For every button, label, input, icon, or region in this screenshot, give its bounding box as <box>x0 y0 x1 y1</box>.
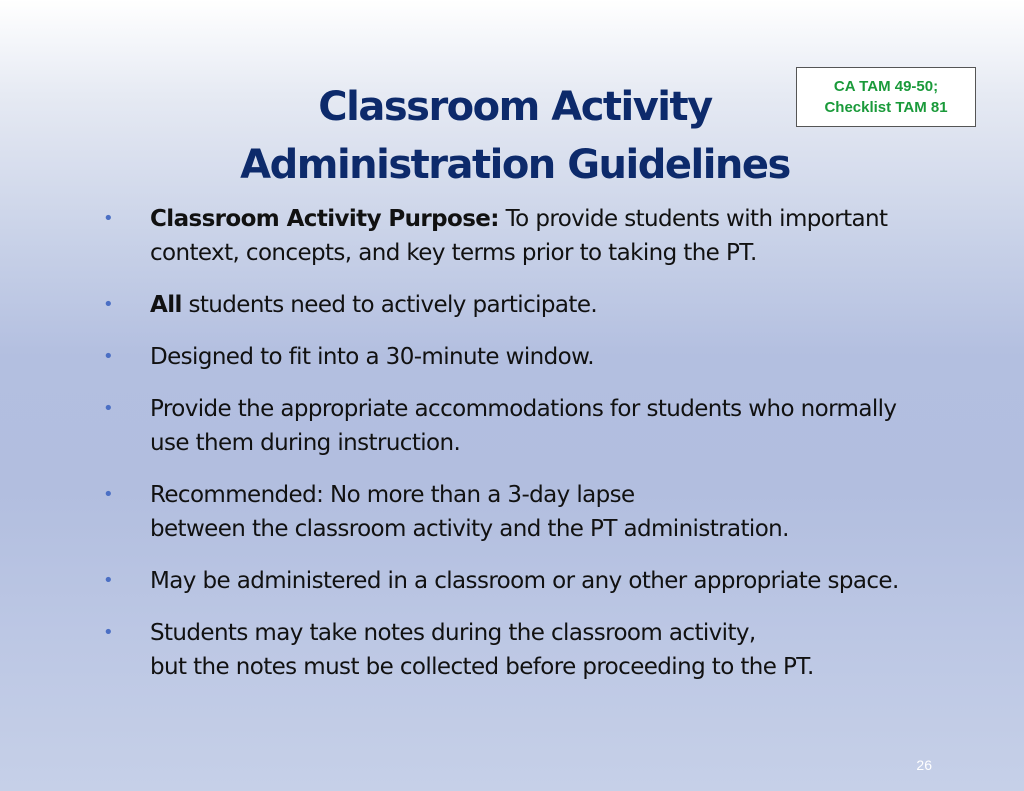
bullet-marker: • <box>103 346 114 367</box>
bullet-text: Designed to fit into a 30-minute window. <box>150 344 594 370</box>
reference-line-1: CA TAM 49-50; <box>833 78 939 95</box>
slide-title-line-2: Administration Guidelines <box>240 142 790 188</box>
bullet-marker: • <box>103 398 114 419</box>
bullet-text-line-1: Recommended: No more than a 3-day lapse <box>150 482 635 508</box>
bullet-bold-text: All <box>150 292 182 318</box>
bullet-item-time-window <box>100 340 940 374</box>
bullet-text-line-2: between the classroom activity and the PT administration. <box>150 516 789 542</box>
bullet-bold-text: Classroom Activity Purpose: <box>150 206 499 232</box>
bullet-marker: • <box>103 622 114 643</box>
bullet-marker: • <box>103 570 114 591</box>
slide-title-line-1: Classroom Activity <box>318 84 712 130</box>
reference-line-2: Checklist TAM 81 <box>824 99 948 116</box>
bullet-text-line-1: Students may take notes during the classroom activity, <box>150 620 756 646</box>
bullet-item-lapse <box>100 478 940 546</box>
bullet-item-notes <box>100 616 940 684</box>
bullet-item-accommodations <box>100 392 940 460</box>
bullet-marker: • <box>103 484 114 505</box>
bullet-marker: • <box>103 294 114 315</box>
bullet-item-participation <box>100 288 940 322</box>
bullet-text-line-2: but the notes must be collected before proceeding to the PT. <box>150 654 814 680</box>
page-number: 26 <box>916 757 932 773</box>
slide-title <box>150 78 880 194</box>
reference-box <box>796 67 976 127</box>
bullet-item-purpose <box>100 202 940 270</box>
bullet-text: Provide the appropriate accommodations for students who normally use them during instruction. <box>150 396 897 456</box>
bullet-text: To provide students with important context, concepts, and key terms prior to taking the PT. <box>150 206 888 266</box>
bullet-marker: • <box>103 208 114 229</box>
bullet-text: May be administered in a classroom or any other appropriate space. <box>150 568 899 594</box>
bullet-item-location <box>100 564 940 598</box>
bullet-list <box>100 202 940 702</box>
bullet-text: students need to actively participate. <box>181 292 598 318</box>
